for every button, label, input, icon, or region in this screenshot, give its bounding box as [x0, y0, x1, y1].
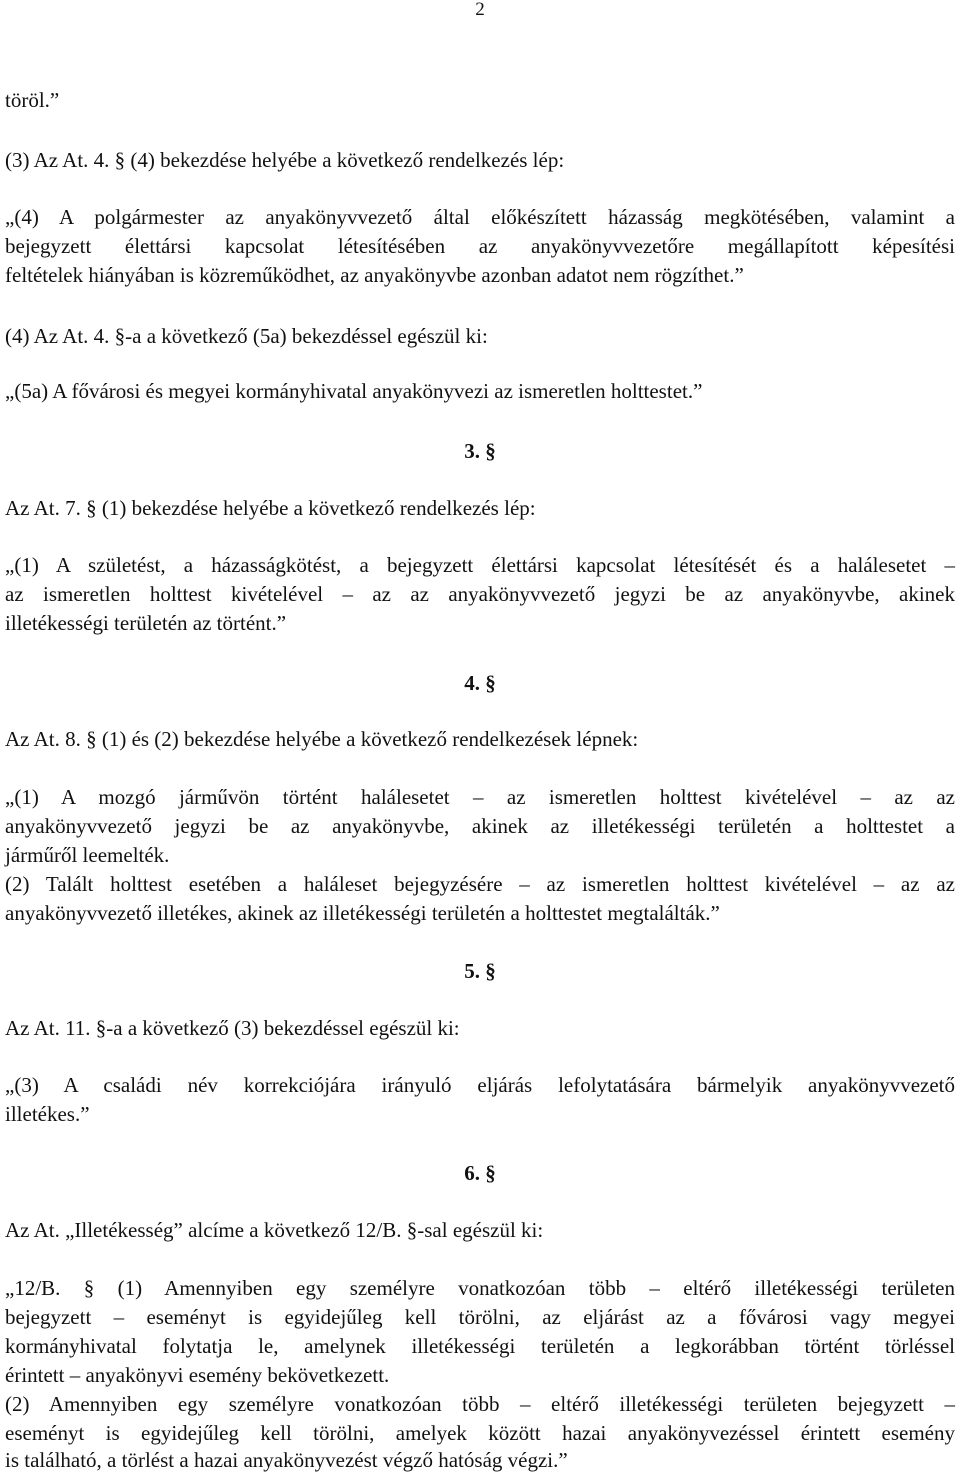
section-heading: 3. § — [464, 439, 496, 463]
text-line: Az At. 8. § (1) és (2) bekezdése helyébe a következő rendelkezések lépnek: — [5, 727, 639, 751]
page-number: 2 — [475, 0, 485, 20]
text-line: anyakönyvvezető illetékes, akinek az illetékességi területén a holttestet megtalálták.” — [5, 901, 720, 925]
text-line: (4) Az At. 4. §-a a következő (5a) bekezdéssel egészül ki: — [5, 324, 488, 348]
section-heading: 5. § — [464, 959, 496, 983]
text-line: „(5a) A fővárosi és megyei kormányhivatal anyakönyvezi az ismeretlen holttestet.” — [5, 379, 703, 403]
text-line: Az At. 7. § (1) bekezdése helyébe a következő rendelkezés lép: — [5, 496, 536, 520]
section-heading: 6. § — [464, 1161, 496, 1185]
text-line: „(1) A mozgó járművön történt halálesetet – az ismeretlen holttest kivételével – az az — [5, 785, 955, 809]
text-line: Az At. „Illetékesség” alcíme a következő 12/B. §-sal egészül ki: — [5, 1218, 544, 1242]
section-heading: 4. § — [464, 671, 496, 695]
text-line: feltételek hiányában is közreműködhet, az anyakönyvbe azonban adatot nem rögzíthet.” — [5, 263, 744, 287]
text-line: töröl.” — [5, 88, 60, 112]
text-line: is található, a törlést a hazai anyakönyvezést végző hatóság végzi.” — [5, 1448, 568, 1472]
text-line: bejegyzett élettársi kapcsolat létesítésében az anyakönyvvezetőre megállapított képesítési — [5, 234, 955, 258]
text-line: eseményt is egyidejűleg kell törölni, amelyek között hazai anyakönyvezéssel érintett esemény — [5, 1421, 955, 1445]
text-line: „12/B. § (1) Amennyiben egy személyre vonatkozóan több – eltérő illetékességi területen — [5, 1276, 955, 1300]
text-line: „(4) A polgármester az anyakönyvvezető által előkészített házasság megkötésében, valamint a — [5, 205, 955, 229]
text-line: bejegyzett – eseményt is egyidejűleg kell törölni, az eljárást az a fővárosi vagy megyei — [5, 1305, 955, 1329]
text-line: (3) Az At. 4. § (4) bekezdése helyébe a következő rendelkezés lép: — [5, 148, 565, 172]
text-line: az ismeretlen holttest kivételével – az az anyakönyvvezető jegyzi be az anyakönyvbe, akinek — [5, 582, 955, 606]
text-line: (2) Amennyiben egy személyre vonatkozóan több – eltérő illetékességi területen bejegyzett – — [5, 1392, 955, 1416]
text-line: „(1) A születést, a házasságkötést, a bejegyzett élettársi kapcsolat létesítését és a halálesetet – — [5, 553, 955, 577]
text-line: „(3) A családi név korrekciójára irányuló eljárás lefolytatására bármelyik anyakönyvvezető — [5, 1073, 955, 1097]
text-line: járműről leemelték. — [5, 843, 170, 867]
text-line: illetékes.” — [5, 1102, 90, 1126]
text-line: illetékességi területén az történt.” — [5, 611, 287, 635]
text-line: érintett – anyakönyvi esemény bekövetkezett. — [5, 1363, 390, 1387]
text-line: (2) Talált holttest esetében a haláleset bejegyzésére – az ismeretlen holttest kivételével – az az — [5, 872, 955, 896]
text-line: Az At. 11. §-a a következő (3) bekezdéssel egészül ki: — [5, 1016, 460, 1040]
text-line: anyakönyvvezető jegyzi be az anyakönyvbe, akinek az illetékességi területén a holttestet a — [5, 814, 955, 838]
text-line: kormányhivatal folytatja le, amelynek illetékességi területén a legkorábban történt törléssel — [5, 1334, 955, 1358]
